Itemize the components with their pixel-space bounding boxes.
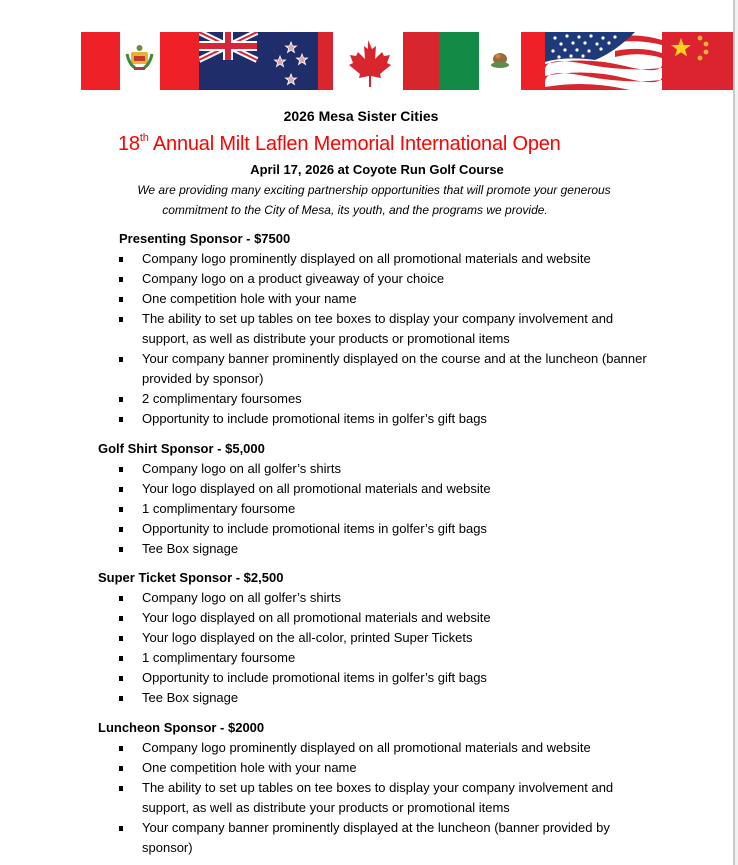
intro-line-1: We are providing many exciting partnership opportunities that will promote your generous	[137, 183, 611, 197]
list-item: One competition hole with your name	[119, 758, 662, 778]
square-bullet-icon	[119, 397, 123, 402]
square-bullet-icon	[119, 317, 123, 322]
list-item: Company logo prominently displayed on all promotional materials and website	[119, 249, 662, 269]
event-title	[118, 131, 561, 157]
square-bullet-icon	[119, 257, 123, 262]
intro-paragraph	[0, 180, 738, 220]
list-item: Opportunity to include promotional items in golfer’s gift bags	[119, 519, 662, 539]
list-item: Your logo displayed on all promotional materials and website	[119, 479, 662, 499]
section-heading: Luncheon Sponsor - $2000	[98, 720, 265, 735]
list-item: The ability to set up tables on tee boxes to display your company involvement and support, as well as distribute your products or promotional items	[119, 778, 662, 818]
square-bullet-icon	[119, 357, 123, 362]
square-bullet-icon	[119, 826, 123, 831]
square-bullet-icon	[119, 487, 123, 492]
list-item: Company logo prominently displayed on all promotional materials and website	[119, 738, 662, 758]
benefit-list	[119, 249, 662, 429]
list-item: Your logo displayed on the all-color, printed Super Tickets	[119, 628, 662, 648]
list-item: The ability to set up tables on tee boxes to display your company involvement and support, as well as distribute your products or promotional items	[119, 309, 662, 349]
square-bullet-icon	[119, 467, 123, 472]
sponsor-section-luncheon	[98, 718, 641, 858]
square-bullet-icon	[119, 417, 123, 422]
square-bullet-icon	[119, 746, 123, 751]
list-item: Your company banner prominently displayed at the luncheon (banner provided by sponsor)	[119, 818, 662, 858]
square-bullet-icon	[119, 277, 123, 282]
list-item: Your company banner prominently displayed on the course and at the luncheon (banner provided by sponsor)	[119, 349, 662, 389]
event-date-location: April 17, 2026 at Coyote Run Golf Course	[250, 162, 504, 177]
square-bullet-icon	[119, 507, 123, 512]
list-item: Your logo displayed on all promotional materials and website	[119, 608, 662, 628]
peru-flag	[81, 32, 199, 90]
square-bullet-icon	[119, 656, 123, 661]
sponsor-section-presenting	[119, 229, 662, 429]
list-item: Company logo on all golfer’s shirts	[119, 588, 662, 608]
section-heading: Super Ticket Sponsor - $2,500	[98, 570, 284, 585]
square-bullet-icon	[119, 766, 123, 771]
square-bullet-icon	[119, 616, 123, 621]
list-item: Company logo on a product giveaway of your choice	[119, 269, 662, 289]
benefit-list	[119, 459, 662, 559]
china-flag	[662, 32, 733, 90]
org-title: 2026 Mesa Sister Cities	[283, 108, 439, 124]
union-jack-icon	[199, 32, 257, 60]
sponsor-section-golf-shirt	[98, 439, 641, 559]
list-item: Opportunity to include promotional items in golfer’s gift bags	[119, 668, 662, 688]
square-bullet-icon	[119, 636, 123, 641]
sponsor-section-super-ticket	[98, 568, 641, 708]
section-heading: Golf Shirt Sponsor - $5,000	[98, 441, 265, 456]
section-heading: Presenting Sponsor - $7500	[119, 231, 291, 246]
square-bullet-icon	[119, 527, 123, 532]
list-item: 1 complimentary foursome	[119, 499, 662, 519]
intro-line-2: commitment to the City of Mesa, its youth, and the programs we provide.	[162, 203, 548, 217]
square-bullet-icon	[119, 547, 123, 552]
new-zealand-flag	[199, 32, 318, 90]
square-bullet-icon	[119, 297, 123, 302]
square-bullet-icon	[119, 676, 123, 681]
benefit-list	[119, 588, 662, 708]
square-bullet-icon	[119, 596, 123, 601]
square-bullet-icon	[119, 786, 123, 791]
benefit-list	[119, 738, 662, 858]
canada-flag	[318, 32, 425, 90]
event-ordinal-suffix: th	[139, 132, 149, 144]
list-item: Tee Box signage	[119, 539, 662, 559]
list-item: Company logo on all golfer’s shirts	[119, 459, 662, 479]
flag-banner	[81, 32, 733, 90]
mexico-flag	[425, 32, 545, 90]
list-item: 1 complimentary foursome	[119, 648, 662, 668]
square-bullet-icon	[119, 696, 123, 701]
list-item: Tee Box signage	[119, 688, 662, 708]
list-item: Opportunity to include promotional items in golfer’s gift bags	[119, 409, 662, 429]
event-title-text: Annual Milt Laflen Memorial International Open	[148, 133, 561, 155]
list-item: One competition hole with your name	[119, 289, 662, 309]
list-item: 2 complimentary foursomes	[119, 389, 662, 409]
usa-flag	[545, 32, 662, 90]
event-ordinal: 18	[118, 133, 140, 155]
